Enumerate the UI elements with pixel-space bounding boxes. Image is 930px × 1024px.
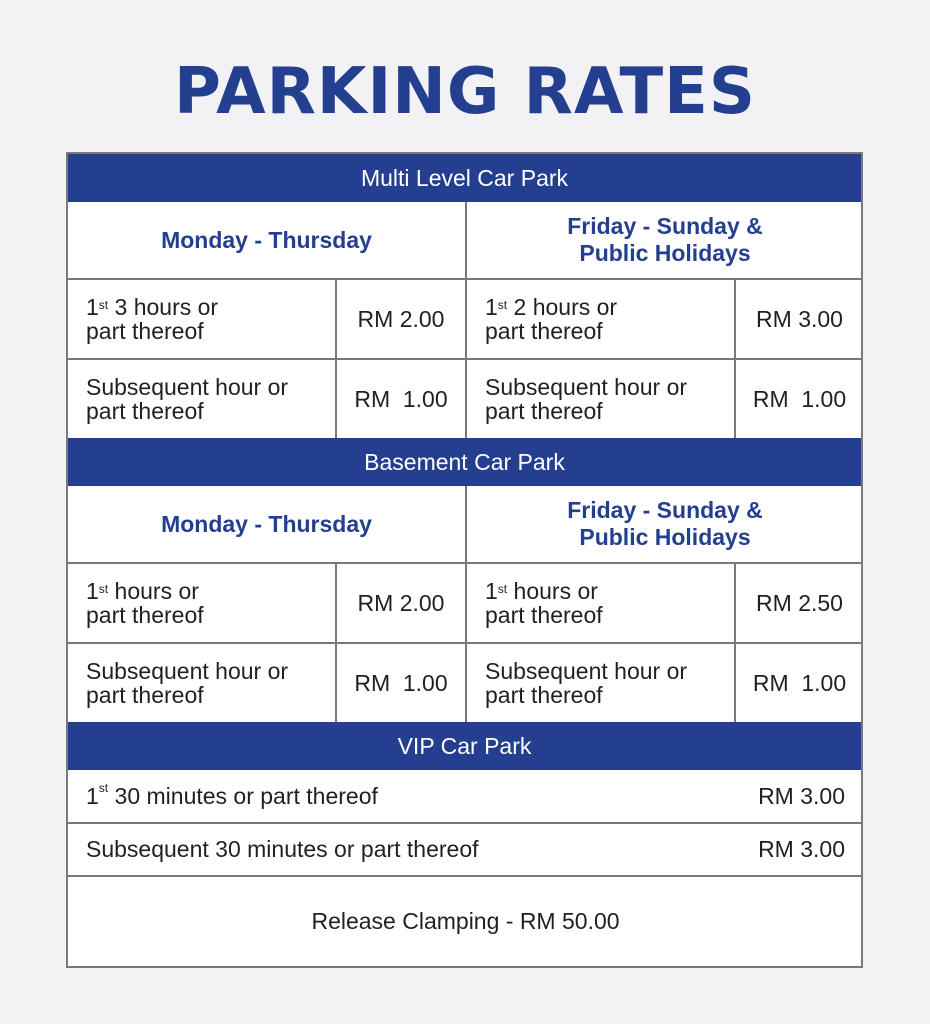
ordinal-suffix: st xyxy=(497,298,508,312)
multi-level-weekday-rate-1-desc xyxy=(68,280,335,358)
divider xyxy=(335,278,337,438)
multi-level-weekday-rate-1-price: RM 2.00 xyxy=(357,305,445,332)
vip-rate-1-price: RM 3.00 xyxy=(758,782,845,809)
rate-desc-line1: Subsequent hour or xyxy=(485,658,688,684)
basement-weekend-header xyxy=(467,486,863,562)
ordinal-number: 1 xyxy=(86,578,99,604)
basement-weekend-rate-1-price: RM 2.50 xyxy=(756,589,843,616)
basement-heading: Basement Car Park xyxy=(68,438,861,486)
divider xyxy=(734,562,736,722)
basement-weekend-rate-2-price: RM 1.00 xyxy=(752,669,847,696)
parking-rates-table xyxy=(66,152,863,968)
multi-level-weekday-header xyxy=(68,202,465,278)
rate-desc-line2: part thereof xyxy=(485,602,603,628)
rate-desc-line1: hours or xyxy=(507,578,598,604)
rate-desc-line2: part thereof xyxy=(86,398,204,424)
rate-desc-line2: part thereof xyxy=(485,318,603,344)
rate-desc-line2: part thereof xyxy=(485,398,603,424)
multi-level-weekend-rate-2-price: RM 1.00 xyxy=(752,385,847,412)
multi-level-weekend-rate-1-price: RM 3.00 xyxy=(756,305,843,332)
divider xyxy=(68,822,863,824)
basement-weekday-rate-2-desc xyxy=(68,644,335,722)
rate-desc-line1: Subsequent hour or xyxy=(86,374,289,400)
basement-weekday-label: Monday - Thursday xyxy=(161,510,372,537)
ordinal-suffix: st xyxy=(98,780,109,795)
multi-level-weekend-header xyxy=(467,202,863,278)
rate-desc-line1: Subsequent hour or xyxy=(86,658,289,684)
rate-desc-line2: part thereof xyxy=(86,602,204,628)
divider xyxy=(465,202,467,438)
ordinal-number: 1 xyxy=(485,578,498,604)
ordinal-number: 1 xyxy=(86,294,99,320)
basement-weekend-rate-2-desc xyxy=(467,644,734,722)
divider xyxy=(335,562,337,722)
rate-desc-line2: part thereof xyxy=(86,318,204,344)
multi-level-weekday-label: Monday - Thursday xyxy=(161,226,372,253)
basement-weekend-label-line1: Friday - Sunday & xyxy=(567,497,763,523)
multi-level-weekend-label-line1: Friday - Sunday & xyxy=(567,213,763,239)
multi-level-weekend-rate-2-desc xyxy=(467,360,734,438)
rate-desc-line1: Subsequent hour or xyxy=(485,374,688,400)
divider xyxy=(68,875,863,877)
divider xyxy=(734,278,736,438)
vip-heading: VIP Car Park xyxy=(68,722,861,770)
multi-level-heading: Multi Level Car Park xyxy=(68,154,861,202)
multi-level-weekend-rate-1-desc xyxy=(467,280,734,358)
release-clamping-note: Release Clamping - RM 50.00 xyxy=(311,908,620,934)
basement-weekend-label-line2: Public Holidays xyxy=(579,524,751,550)
ordinal-suffix: st xyxy=(98,582,109,596)
ordinal-number: 1 xyxy=(86,782,99,809)
multi-level-weekday-rate-2-price: RM 1.00 xyxy=(354,385,448,412)
rate-desc-line1: 3 hours or xyxy=(108,294,219,320)
basement-weekday-rate-2-price: RM 1.00 xyxy=(354,669,448,696)
multi-level-weekday-rate-2-desc xyxy=(68,360,335,438)
multi-level-weekend-label-line2: Public Holidays xyxy=(579,240,751,266)
ordinal-suffix: st xyxy=(497,582,508,596)
vip-rate-2-price: RM 3.00 xyxy=(758,836,845,862)
basement-weekday-rate-1-desc xyxy=(68,564,335,642)
basement-weekday-rate-1-price: RM 2.00 xyxy=(357,589,445,616)
rate-desc-line1: 2 hours or xyxy=(507,294,618,320)
page-title: PARKING RATES xyxy=(174,55,756,129)
vip-rate-1-desc xyxy=(68,770,668,822)
basement-weekend-rate-1-desc xyxy=(467,564,734,642)
divider xyxy=(465,486,467,722)
ordinal-suffix: st xyxy=(98,298,109,312)
vip-rate-2-desc: Subsequent 30 minutes or part thereof xyxy=(86,836,479,862)
rate-desc-line2: part thereof xyxy=(86,682,204,708)
ordinal-number: 1 xyxy=(485,294,498,320)
rate-desc-text: 30 minutes or part thereof xyxy=(108,782,378,809)
rate-desc-line2: part thereof xyxy=(485,682,603,708)
rate-desc-line1: hours or xyxy=(108,578,199,604)
basement-weekday-header xyxy=(68,486,465,562)
